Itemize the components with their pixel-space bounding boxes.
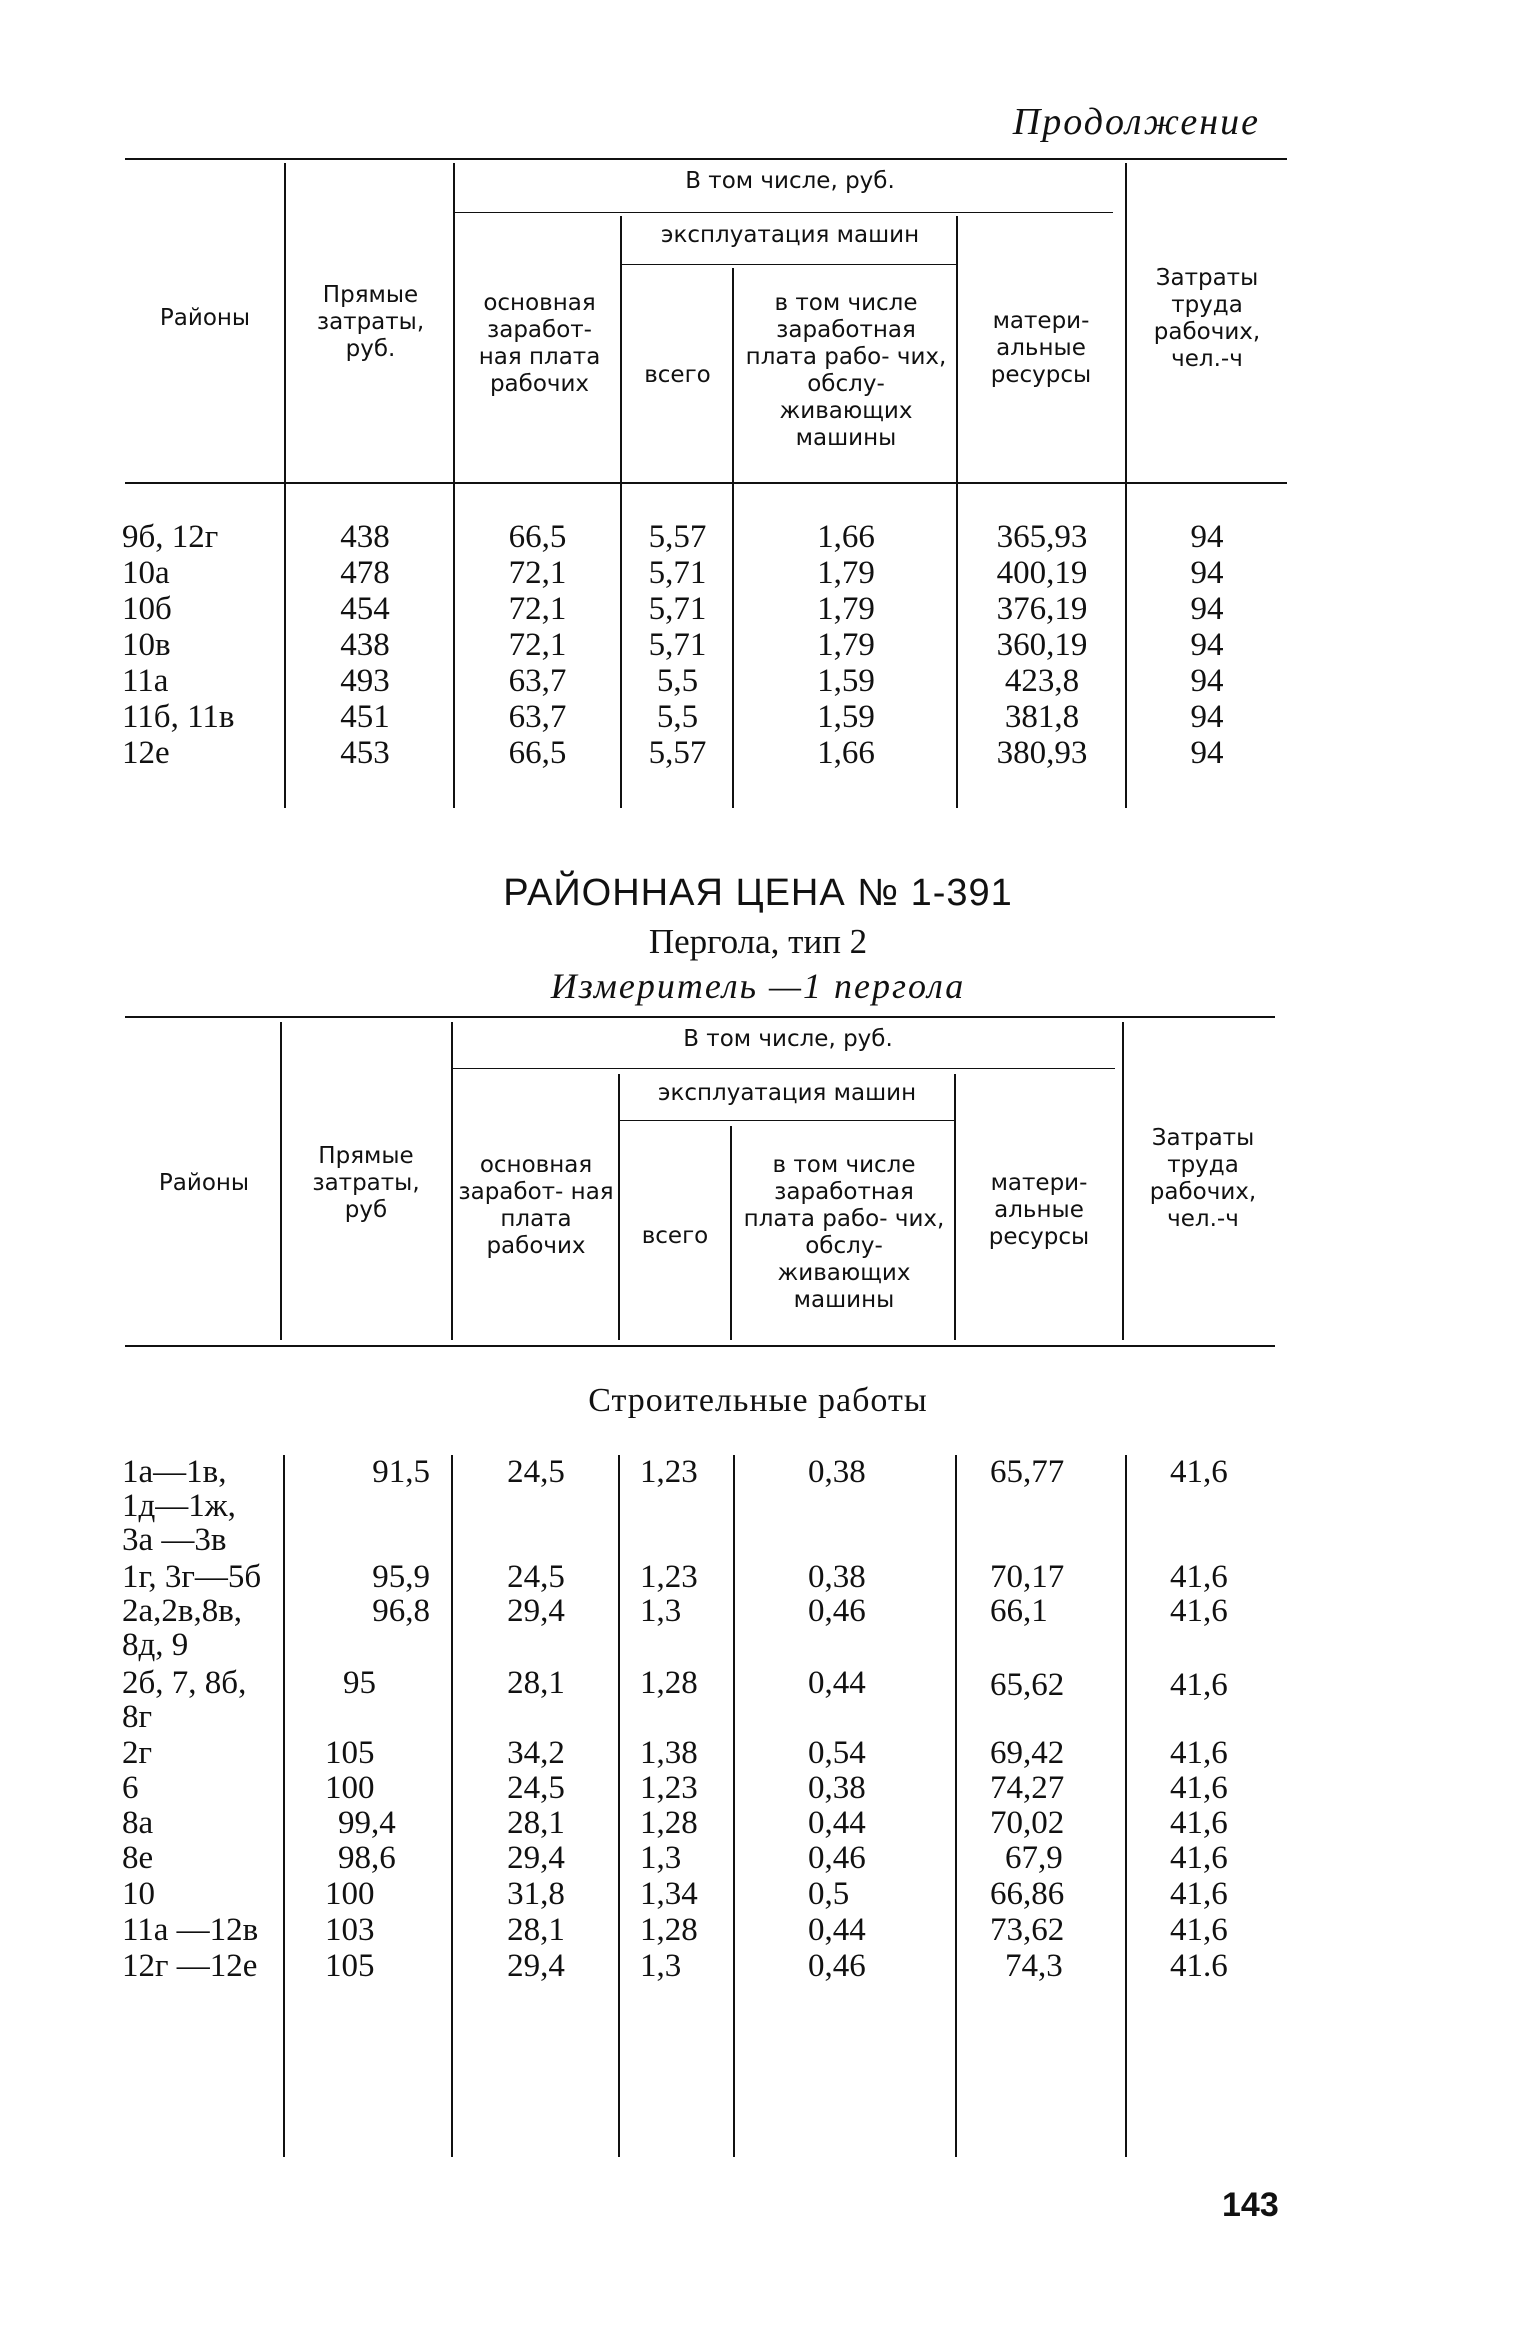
labor-cell: 41,6 xyxy=(1170,1876,1228,1912)
direct-cell: 438 xyxy=(340,627,390,663)
material-cell: 66,86 xyxy=(990,1876,1065,1912)
direct-cell: 99,4 xyxy=(338,1805,396,1841)
construction-label: Строительные работы xyxy=(588,1382,928,1419)
labor-cell: 94 xyxy=(1190,663,1224,699)
header-labor: Затраты труда рабочих, чел.-ч xyxy=(1153,265,1261,372)
header-total: всего xyxy=(641,1223,709,1249)
section-subtitle: Пергола, тип 2 xyxy=(648,922,868,961)
header-labor: Затраты труда рабочих, чел.-ч xyxy=(1149,1125,1257,1232)
total-cell: 1,23 xyxy=(640,1454,698,1490)
header-districts: Районы xyxy=(158,1170,250,1196)
incl-wage-cell: 0,46 xyxy=(808,1948,866,1984)
district-cell: 11б, 11в xyxy=(122,699,235,735)
district-cell: 3а —3в xyxy=(122,1522,227,1558)
table-row xyxy=(0,1806,1516,1842)
header-districts: Районы xyxy=(159,305,251,331)
district-cell: 8е xyxy=(122,1840,154,1876)
table-row xyxy=(0,556,1516,592)
section-title: РАЙОННАЯ ЦЕНА № 1-391 xyxy=(503,872,1013,914)
district-cell: 1д—1ж, xyxy=(122,1488,236,1524)
incl-wage-cell: 1,79 xyxy=(817,591,875,627)
incl-wage-cell: 0,44 xyxy=(808,1805,866,1841)
page-number: 143 xyxy=(1222,2186,1279,2224)
district-cell: 10в xyxy=(122,627,171,663)
direct-cell: 451 xyxy=(340,699,390,735)
total-cell: 5,5 xyxy=(656,699,699,735)
district-cell: 10а xyxy=(122,555,170,591)
table-row xyxy=(0,1949,1516,1985)
total-cell: 5,57 xyxy=(648,519,707,555)
base-wage-cell: 29,4 xyxy=(507,1593,565,1629)
base-wage-cell: 24,5 xyxy=(507,1559,565,1595)
total-cell: 1,3 xyxy=(640,1593,682,1629)
table-row xyxy=(0,700,1516,736)
direct-cell: 493 xyxy=(340,663,390,699)
base-wage-cell: 63,7 xyxy=(508,699,567,735)
table-row xyxy=(0,1560,1516,1596)
material-cell: 423,8 xyxy=(1004,663,1080,699)
total-cell: 5,71 xyxy=(648,627,707,663)
total-cell: 1,23 xyxy=(640,1770,698,1806)
table-row xyxy=(0,1736,1516,1772)
base-wage-cell: 72,1 xyxy=(508,591,567,627)
material-cell: 73,62 xyxy=(990,1912,1065,1948)
labor-cell: 41,6 xyxy=(1170,1559,1228,1595)
header-incl-wage: в том числе заработная плата рабо- чих, обслу- живающих машины xyxy=(745,290,947,451)
direct-cell: 438 xyxy=(340,519,390,555)
base-wage-cell: 66,5 xyxy=(508,735,567,771)
base-wage-cell: 28,1 xyxy=(507,1912,565,1948)
header-base-wage: основная заработ- ная плата рабочих xyxy=(458,1152,614,1259)
incl-wage-cell: 1,79 xyxy=(817,555,875,591)
base-wage-cell: 34,2 xyxy=(507,1735,565,1771)
base-wage-cell: 29,4 xyxy=(507,1840,565,1876)
header-including: В том числе, руб. xyxy=(683,1026,893,1052)
material-cell: 400,19 xyxy=(996,555,1088,591)
total-cell: 1,23 xyxy=(640,1559,698,1595)
table-row xyxy=(0,736,1516,772)
total-cell: 1,38 xyxy=(640,1735,698,1771)
district-cell: 9б, 12г xyxy=(122,519,219,555)
material-cell: 381,8 xyxy=(1004,699,1080,735)
header-total: всего xyxy=(644,362,711,388)
incl-wage-cell: 1,66 xyxy=(817,519,875,555)
table-row xyxy=(0,592,1516,628)
direct-cell: 91,5 xyxy=(372,1454,430,1490)
continuation-label: Продолжение xyxy=(1012,101,1260,143)
material-cell: 365,93 xyxy=(996,519,1088,555)
table-row xyxy=(0,1666,1516,1736)
incl-wage-cell: 1,59 xyxy=(817,663,875,699)
incl-wage-cell: 0,38 xyxy=(808,1770,866,1806)
header-machine-operation: эксплуатация машин xyxy=(660,222,920,248)
base-wage-cell: 24,5 xyxy=(507,1770,565,1806)
direct-cell: 100 xyxy=(325,1876,375,1912)
labor-cell: 41,6 xyxy=(1170,1667,1228,1703)
labor-cell: 41,6 xyxy=(1170,1735,1228,1771)
incl-wage-cell: 0,54 xyxy=(808,1735,866,1771)
district-cell: 8г xyxy=(122,1699,153,1735)
district-cell: 10б xyxy=(122,591,172,627)
header-base-wage: основная заработ- ная плата рабочих xyxy=(478,290,601,397)
header-material: матери- альные ресурсы xyxy=(988,1170,1090,1250)
incl-wage-cell: 0,5 xyxy=(808,1876,850,1912)
base-wage-cell: 28,1 xyxy=(507,1805,565,1841)
material-cell: 74,27 xyxy=(990,1770,1065,1806)
table-row xyxy=(0,1771,1516,1807)
table-row xyxy=(0,1841,1516,1877)
incl-wage-cell: 1,59 xyxy=(817,699,875,735)
material-cell: 67,9 xyxy=(1005,1840,1063,1876)
labor-cell: 94 xyxy=(1190,699,1224,735)
labor-cell: 41,6 xyxy=(1170,1593,1228,1629)
incl-wage-cell: 1,79 xyxy=(817,627,875,663)
labor-cell: 94 xyxy=(1190,591,1224,627)
labor-cell: 41,6 xyxy=(1170,1840,1228,1876)
incl-wage-cell: 0,44 xyxy=(808,1665,866,1701)
total-cell: 1,28 xyxy=(640,1912,698,1948)
labor-cell: 94 xyxy=(1190,627,1224,663)
base-wage-cell: 63,7 xyxy=(508,663,567,699)
total-cell: 1,28 xyxy=(640,1665,698,1701)
total-cell: 5,5 xyxy=(656,663,699,699)
incl-wage-cell: 0,38 xyxy=(808,1454,866,1490)
labor-cell: 94 xyxy=(1190,519,1224,555)
base-wage-cell: 72,1 xyxy=(508,555,567,591)
material-cell: 69,42 xyxy=(990,1735,1065,1771)
header-machine-operation: эксплуатация машин xyxy=(657,1080,917,1106)
material-cell: 380,93 xyxy=(996,735,1088,771)
material-cell: 360,19 xyxy=(996,627,1088,663)
labor-cell: 41,6 xyxy=(1170,1770,1228,1806)
total-cell: 1,34 xyxy=(640,1876,698,1912)
district-cell: 11а —12в xyxy=(122,1912,259,1948)
base-wage-cell: 72,1 xyxy=(508,627,567,663)
district-cell: 8д, 9 xyxy=(122,1627,189,1663)
district-cell: 12г —12е xyxy=(122,1948,258,1984)
labor-cell: 94 xyxy=(1190,735,1224,771)
base-wage-cell: 31,8 xyxy=(507,1876,565,1912)
total-cell: 1,3 xyxy=(640,1948,682,1984)
direct-cell: 95,9 xyxy=(372,1559,430,1595)
direct-cell: 105 xyxy=(325,1948,375,1984)
material-cell: 70,17 xyxy=(990,1559,1065,1595)
district-cell: 12е xyxy=(122,735,170,771)
section-measure: Измеритель —1 пергола xyxy=(550,966,966,1006)
incl-wage-cell: 0,44 xyxy=(808,1912,866,1948)
incl-wage-cell: 0,46 xyxy=(808,1840,866,1876)
header-material: матери- альные ресурсы xyxy=(990,308,1092,388)
table-row xyxy=(0,628,1516,664)
direct-cell: 100 xyxy=(325,1770,375,1806)
table-row xyxy=(0,1455,1516,1563)
district-cell: 1а—1в, xyxy=(122,1454,227,1490)
total-cell: 5,57 xyxy=(648,735,707,771)
direct-cell: 98,6 xyxy=(338,1840,396,1876)
material-cell: 376,19 xyxy=(996,591,1088,627)
total-cell: 5,71 xyxy=(648,591,707,627)
district-cell: 6 xyxy=(122,1770,139,1806)
district-cell: 1г, 3г—5б xyxy=(122,1559,262,1595)
base-wage-cell: 66,5 xyxy=(508,519,567,555)
total-cell: 1,28 xyxy=(640,1805,698,1841)
base-wage-cell: 29,4 xyxy=(507,1948,565,1984)
district-cell: 10 xyxy=(122,1876,155,1912)
material-cell: 65,77 xyxy=(990,1454,1065,1490)
material-cell: 70,02 xyxy=(990,1805,1065,1841)
header-direct-costs: Прямые затраты, руб. xyxy=(316,282,425,362)
header-including: В том числе, руб. xyxy=(685,168,895,194)
header-direct-costs: Прямые затраты, руб xyxy=(312,1143,420,1223)
direct-cell: 478 xyxy=(340,555,390,591)
labor-cell: 41.6 xyxy=(1170,1948,1228,1984)
total-cell: 1,3 xyxy=(640,1840,682,1876)
table-row xyxy=(0,1913,1516,1949)
table-row xyxy=(0,1877,1516,1913)
direct-cell: 105 xyxy=(325,1735,375,1771)
direct-cell: 103 xyxy=(325,1912,375,1948)
material-cell: 65,62 xyxy=(990,1667,1065,1703)
material-cell: 66,1 xyxy=(990,1593,1048,1629)
table-row xyxy=(0,520,1516,556)
district-cell: 11а xyxy=(122,663,169,699)
labor-cell: 41,6 xyxy=(1170,1912,1228,1948)
direct-cell: 454 xyxy=(340,591,390,627)
total-cell: 5,71 xyxy=(648,555,707,591)
direct-cell: 96,8 xyxy=(372,1593,430,1629)
base-wage-cell: 28,1 xyxy=(507,1665,565,1701)
incl-wage-cell: 1,66 xyxy=(817,735,875,771)
district-cell: 2а,2в,8в, xyxy=(122,1593,243,1629)
incl-wage-cell: 0,38 xyxy=(808,1559,866,1595)
labor-cell: 94 xyxy=(1190,555,1224,591)
direct-cell: 95 xyxy=(343,1665,376,1701)
base-wage-cell: 24,5 xyxy=(507,1454,565,1490)
labor-cell: 41,6 xyxy=(1170,1454,1228,1490)
header-incl-wage: в том числе заработная плата рабо- чих, обслу- живающих машины xyxy=(743,1152,945,1313)
table-row xyxy=(0,664,1516,700)
incl-wage-cell: 0,46 xyxy=(808,1593,866,1629)
labor-cell: 41,6 xyxy=(1170,1805,1228,1841)
district-cell: 2б, 7, 8б, xyxy=(122,1665,247,1701)
material-cell: 74,3 xyxy=(1005,1948,1063,1984)
table-row xyxy=(0,1594,1516,1664)
direct-cell: 453 xyxy=(340,735,390,771)
district-cell: 8а xyxy=(122,1805,154,1841)
district-cell: 2г xyxy=(122,1735,153,1771)
